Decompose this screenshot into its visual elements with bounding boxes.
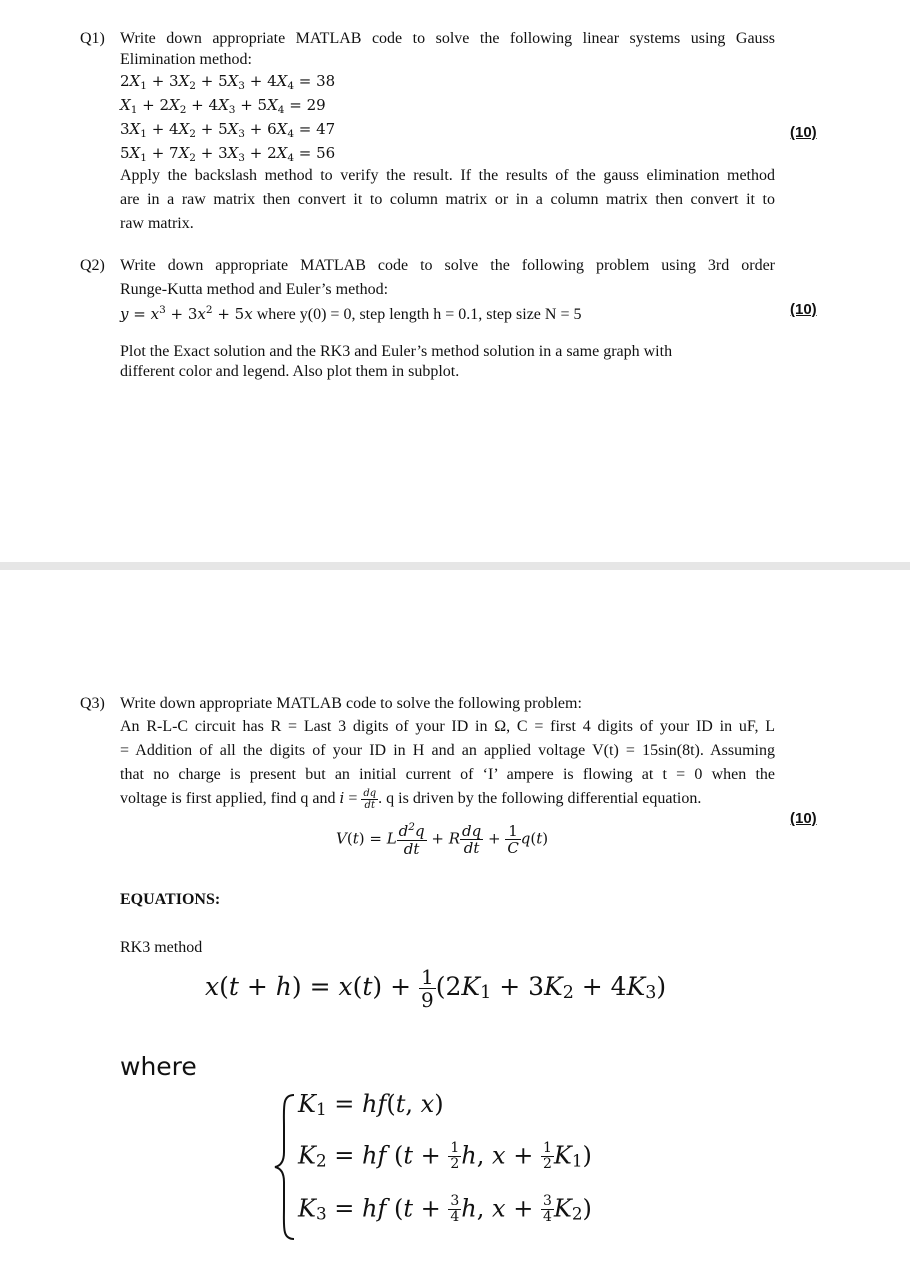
k2-formula: $K_2$ = hf (t + $\frac{1}{2}$ h, x + $\frac{1}{2}$ $K_1$): [298, 1140, 592, 1173]
q1-equation-4: $5X_1 + 7X_2 + 3X_3 + 2X_4 = 56$: [120, 144, 336, 164]
q3-marks: (10): [790, 810, 817, 827]
rlc-differential-equation: V(t) = L $\frac{d^2q}{dt}$ + R $\frac{dq}{dt}$ + $\frac{1}{C}$ q(t): [336, 821, 549, 858]
q2-function: $y = x^3 + 3x^2 + 5x$: [120, 304, 253, 323]
q2-ode-line: [120, 304, 581, 324]
q1-number: Q1): [80, 30, 105, 47]
q3-line-5: voltage is first applied, find q and i = $\frac{dq}{dt}$ . q is driven by the following differential equation.: [120, 788, 702, 811]
left-brace-icon: [272, 1092, 298, 1242]
k1-formula: $K_1 = hf(t$, x): [298, 1090, 444, 1119]
q3-line-1: Write down appropriate MATLAB code to solve the following problem:: [120, 695, 582, 712]
q1-equation-2: $X_1 + 2X_2 + 4X_3 + 5X_4 = 29$: [120, 96, 326, 116]
q1-apply-line-2: are in a raw matrix then convert it to column matrix or in a column matrix then convert it to: [120, 191, 775, 208]
q1-marks: (10): [790, 124, 817, 141]
q2-number: Q2): [80, 257, 105, 274]
q3-number: Q3): [80, 695, 105, 712]
q2-marks: (10): [790, 301, 817, 318]
rk3-method-label: RK3 method: [120, 939, 203, 956]
q2-prompt-line-2: Runge-Kutta method and Euler’s method:: [120, 281, 389, 298]
q2-prompt-line-1: Write down appropriate MATLAB code to solve the following problem using 3rd order: [120, 257, 775, 274]
q2-plot-line-1: Plot the Exact solution and the RK3 and Euler’s method solution in a same graph with: [120, 343, 673, 360]
where-label: where: [120, 1052, 197, 1081]
q1-apply-line-3: raw matrix.: [120, 215, 194, 232]
q3-line-3: = Addition of all the digits of your ID in H and an applied voltage V(t) = 15sin(8t). Assuming: [120, 742, 775, 759]
q1-equation-3: $3X_1 + 4X_2 + 5X_3 + 6X_4 = 47$: [120, 120, 336, 140]
k3-formula: $K_3$ = hf (t + $\frac{3}{4}$ h, x + $\frac{3}{4}$ $K_2$): [298, 1193, 592, 1226]
page-2: [0, 570, 910, 1280]
q3-line-2: An R-L-C circuit has R = Last 3 digits of your ID in Ω, C = first 4 digits of your ID in uF, L: [120, 718, 775, 735]
rk3-update-formula: x(t + h) = x(t) + $\frac{1}{9}$ $(2K_1 + 3K_2 + 4K_3)$: [205, 965, 667, 1012]
q2-plot-line-2: different color and legend. Also plot them in subplot.: [120, 363, 460, 380]
q2-condition: where y(0) = 0, step length h = 0.1, step size N = 5: [256, 306, 582, 323]
q1-prompt-line-1: Write down appropriate MATLAB code to solve the following linear systems using Gauss: [120, 30, 775, 47]
q3-line-4: that no charge is present but an initial current of ‘I’ ampere is flowing at t = 0 when the: [120, 766, 775, 783]
page-separator: [0, 562, 910, 570]
equations-heading: EQUATIONS:: [120, 891, 221, 908]
q1-apply-line-1: Apply the backslash method to verify the result. If the results of the gauss elimination method: [120, 167, 775, 184]
q1-equation-1: $2X_1 + 3X_2 + 5X_3 + 4X_4 = 38$: [120, 72, 336, 92]
q1-prompt-line-2: Elimination method:: [120, 51, 252, 68]
